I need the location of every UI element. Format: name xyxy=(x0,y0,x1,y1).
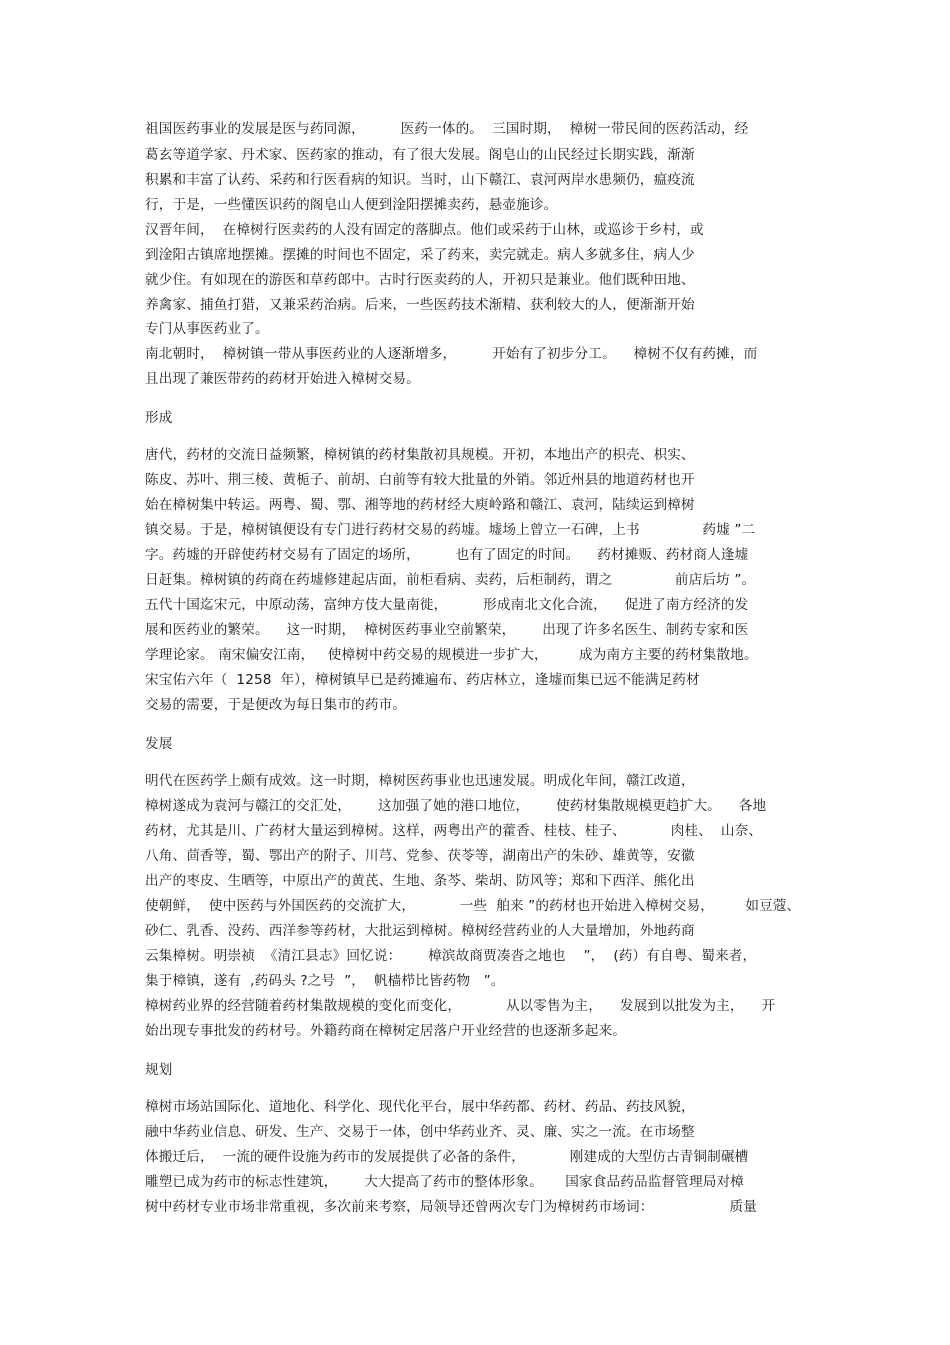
text-line: 展和医药业的繁荣。 这一时期， 樟树医药事业空前繁荣， 出现了许多名医生、制药专家和医 xyxy=(145,622,749,638)
text-line: 八角、茴香等，蜀、鄂出产的附子、川芎、党参、茯苓等，湖南出产的朱砂、雄黄等，安徽 xyxy=(145,848,695,864)
text-line: 日赶集。樟树镇的药商在药墟修建起店面，前柜看病、卖药，后柜制药，谓之 前店后坊 ”。 xyxy=(145,572,756,588)
text-line: 镇交易。于是，樟树镇便设有专门进行药材交易的药墟。墟场上曾立一石碑，上书 药墟 ”二 xyxy=(145,522,756,538)
text-line: 葛玄等道学家、丹术家、医药家的推动，有了很大发展。阁皂山的山民经过长期实践，渐渐 xyxy=(145,147,695,163)
text-line: 明代在医药学上颇有成效。这一时期，樟树医药事业也迅速发展。明成化年间，赣江改道， xyxy=(145,773,695,789)
text-line: 陈皮、苏叶、荆三棱、黄栀子、前胡、白前等有较大批量的外销。邻近州县的地道药材也开 xyxy=(145,472,695,488)
section-heading: 形成 xyxy=(145,410,173,426)
text-line: 始出现专事批发的药材号。外籍药商在樟树定居落户开业经营的也逐渐多起来。 xyxy=(145,1023,627,1039)
text-line: 宋宝佑六年（ 1258 年），樟树镇早已是药摊遍布、药店林立，逢墟而集已远不能满足药材 xyxy=(145,672,700,688)
text-line: 树中药材专业市场非常重视，多次前来考察，局领导还曾两次专门为樟树药市场词： 质量 xyxy=(145,1199,758,1215)
text-line: 砂仁、乳香、没药、西洋参等药材，大批运到樟树。樟树经营药业的人大量增加，外地药商 xyxy=(145,923,695,939)
text-line: 学理论家。 南宋偏安江南， 使樟树中药交易的规模进一步扩大， 成为南方主要的药材集散地。 xyxy=(145,647,758,663)
text-line: 云集樟树。明崇祯 《清江县志》回忆说： 樟滨故商贾凑沓之地也 ”， (药）有自粤、蜀来者， xyxy=(145,948,757,964)
text-line: 五代十国迄宋元，中原动荡，富绅方伎大量南徙， 形成南北文化合流， 促进了南方经济的发 xyxy=(145,597,749,613)
text-line: 祖国医药事业的发展是医与药同源， 医药一体的。 三国时期， 樟树一带民间的医药活动，经 xyxy=(145,121,749,137)
text-line: 樟树遂成为袁河与赣江的交汇处， 这加强了她的港口地位， 使药材集散规模更趋扩大。 各地 xyxy=(145,798,767,814)
text-line: 养禽家、捕鱼打猎，又兼采药治病。后来，一些医药技术渐精、获利较大的人，便渐渐开始 xyxy=(145,297,695,313)
text-line: 樟树市场站国际化、道地化、科学化、现代化平台，展中华药都、药材、药品、药技风貌， xyxy=(145,1099,695,1115)
text-line: 汉晋年间， 在樟树行医卖药的人没有固定的落脚点。他们或采药于山林，或巡诊于乡村，或 xyxy=(145,222,704,238)
text-line: 雕塑已成为药市的标志性建筑， 大大提高了药市的整体形象。 国家食品药品监督管理局对樟 xyxy=(145,1174,744,1190)
text-line: 体搬迁后， 一流的硬件设施为药市的发展提供了必备的条件， 刚建成的大型仿古青铜制碾槽 xyxy=(145,1149,749,1165)
text-line: 集于樟镇，遂有 ,药码头 ?之号 ”， 帆樯栉比皆药物 ”。 xyxy=(145,973,505,989)
text-line: 专门从事医药业了。 xyxy=(145,321,269,337)
text-line: 字。药墟的开辟使药材交易有了固定的场所， 也有了固定的时间。 药材摊贩、药材商人逢墟 xyxy=(145,547,749,563)
text-line: 就少住。有如现在的游医和草药郎中。古时行医卖药的人，开初只是兼业。他们既种田地、 xyxy=(145,272,695,288)
text-line: 且出现了兼医带药的药材开始进入樟树交易。 xyxy=(145,371,420,387)
text-line: 融中华药业信息、研发、生产、交易于一体，创中华药业齐、灵、廉、实之一流。在市场整 xyxy=(145,1124,695,1140)
section-heading: 规划 xyxy=(145,1062,173,1078)
text-line: 使朝鲜， 使中医药与外国医药的交流扩大， 一些 舶来 ”的药材也开始进入樟树交易， 如豆蔻、 xyxy=(145,898,801,914)
text-line: 南北朝时， 樟树镇一带从事医药业的人逐渐增多， 开始有了初步分工。 樟树不仅有药摊，而 xyxy=(145,346,758,362)
text-line: 唐代，药材的交流日益频繁，樟树镇的药材集散初具规模。开初，本地出产的枳壳、枳实、 xyxy=(145,447,695,463)
section-heading: 发展 xyxy=(145,736,173,752)
text-line: 出产的枣皮、生晒等，中原出产的黄芪、生地、条芩、柴胡、防风等；郑和下西洋、熊化出 xyxy=(145,873,695,889)
text-line: 樟树药业界的经营随着药材集散规模的变化而变化， 从以零售为主， 发展到以批发为主， 开 xyxy=(145,998,776,1014)
text-line: 药材，尤其是川、广药材大量运到樟树。这样，两粤出产的藿香、桂枝、桂子、 肉桂、 山奈、 xyxy=(145,823,763,839)
text-line: 始在樟树集中转运。两粤、蜀、鄂、湘等地的药材经大庾岭路和赣江、袁河，陆续运到樟树 xyxy=(145,497,695,513)
text-line: 积累和丰富了认药、采药和行医看病的知识。当时，山下赣江、袁河两岸水患频仍，瘟疫流 xyxy=(145,172,695,188)
text-line: 到淦阳古镇席地摆摊。摆摊的时间也不固定，采了药来，卖完就走。病人多就多住，病人少 xyxy=(145,247,695,263)
text-line: 行，于是，一些懂医识药的阁皂山人便到淦阳摆摊卖药，悬壶施诊。 xyxy=(145,197,558,213)
text-line: 交易的需要，于是便改为每日集市的药市。 xyxy=(145,697,407,713)
